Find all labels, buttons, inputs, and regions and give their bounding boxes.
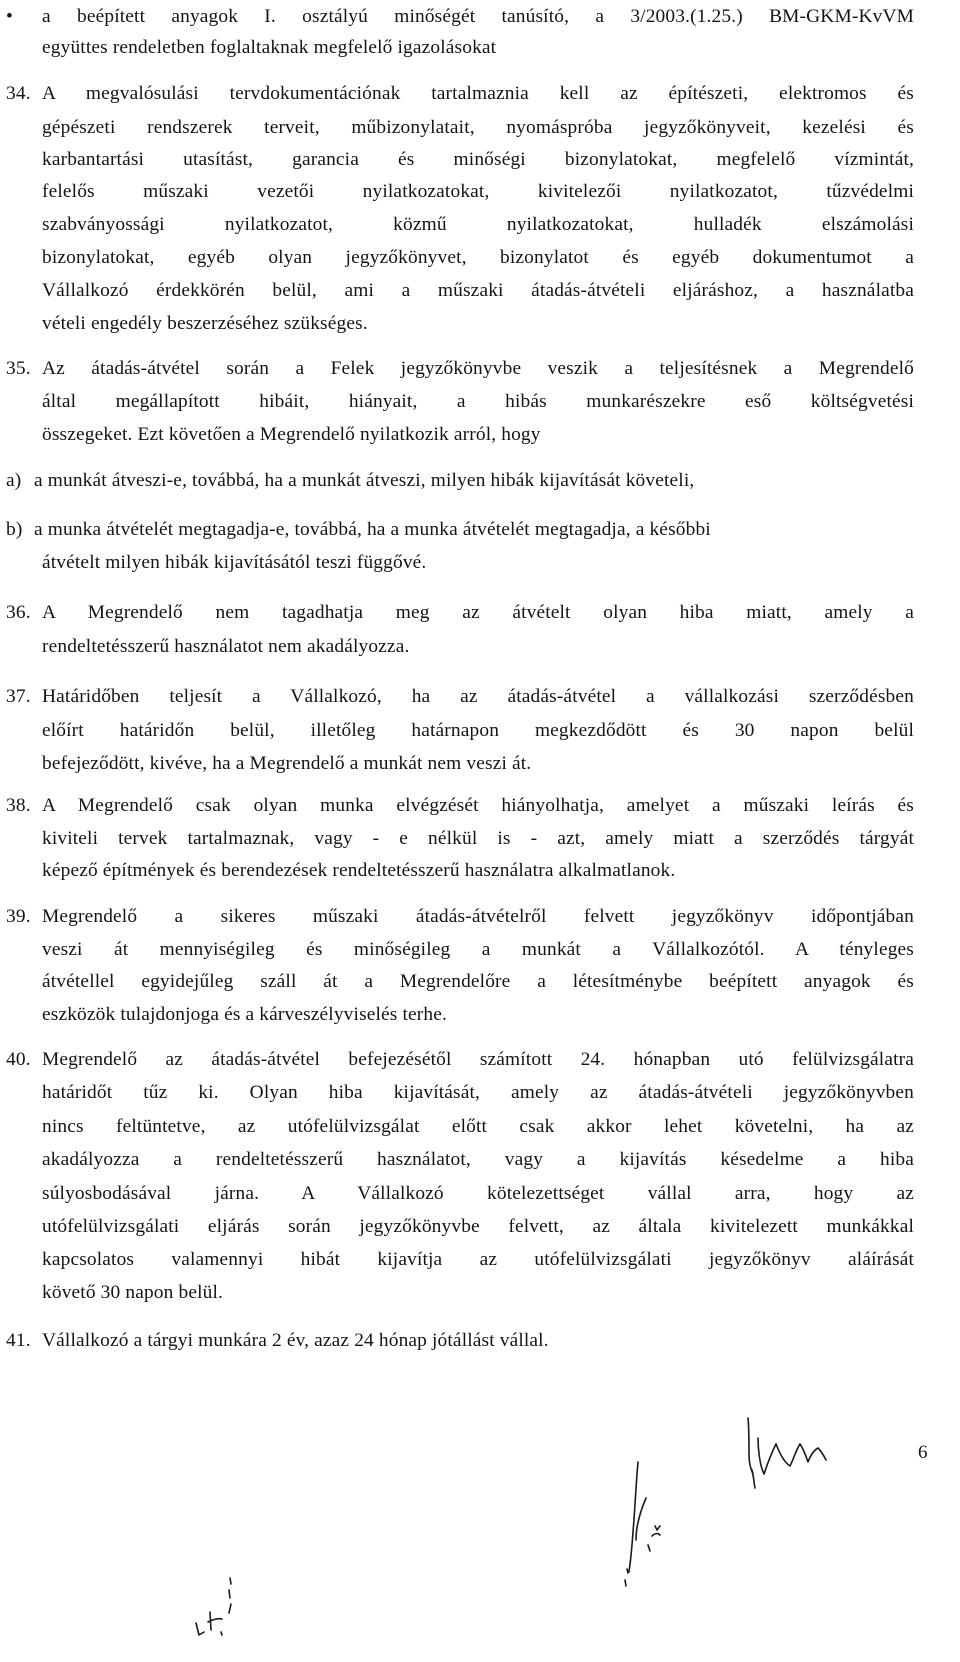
bullet-symbol: •: [6, 6, 13, 27]
text-line: a munka átvételét megtagadja-e, továbbá, ha a munka átvételét megtagadja, a későbbi: [34, 519, 711, 540]
text-line: követő 30 napon belül.: [42, 1282, 224, 1303]
text-line: gépészeti rendszerek terveit, műbizonylatait, nyomáspróba jegyzőkönyveit, kezelési és: [42, 117, 914, 138]
item-number: 41.: [6, 1330, 31, 1351]
text-line: kapcsolatos valamennyi hibát kijavítja az utófelülvizsgálati jegyzőkönyv aláírását: [42, 1249, 914, 1270]
text-line: átvétellel egyidejűleg száll át a Megrendelőre a létesítménybe beépített anyagok és: [42, 971, 914, 992]
text-line: utófelülvizsgálati eljárás során jegyzőkönyvbe felvett, az általa kivitelezett munkákkal: [42, 1216, 914, 1237]
text-line: A Megrendelő csak olyan munka elvégzését hiányolhatja, amelyet a műszaki leírás és: [42, 795, 914, 816]
item-number: 35.: [6, 358, 31, 379]
text-line: A megvalósulási tervdokumentációnak tartalmaznia kell az építészeti, elektromos és: [42, 83, 914, 104]
text-line: a munkát átveszi-e, továbbá, ha a munkát átveszi, milyen hibák kijavítását követeli,: [34, 470, 695, 491]
text-line: Vállalkozó a tárgyi munkára 2 év, azaz 24 hónap jótállást vállal.: [42, 1330, 549, 1351]
item-number: 40.: [6, 1049, 31, 1070]
text-line: nincs feltüntetve, az utófelülvizsgálat előtt csak akkor lehet követelni, ha az: [42, 1116, 914, 1137]
text-line: felelős műszaki vezetői nyilatkozatokat, kivitelezői nyilatkozatot, tűzvédelmi: [42, 181, 914, 202]
item-number: 36.: [6, 602, 31, 623]
item-letter: b): [6, 519, 23, 540]
text-line: Megrendelő az átadás-átvétel befejezésétől számított 24. hónapban utó felülvizsgálatra: [42, 1049, 914, 1070]
text-line: vételi engedély beszerzéséhez szükséges.: [42, 313, 368, 334]
text-line: akadályozza a rendeltetésszerű használatot, vagy a kijavítás késedelme a hiba: [42, 1149, 914, 1170]
text-line: által megállapított hibáit, hiányait, a hibás munkarészekre eső költségvetési: [42, 391, 914, 412]
text-line: átvételt milyen hibák kijavításától teszi függővé.: [42, 552, 427, 573]
text-line: Megrendelő a sikeres műszaki átadás-átvételről felvett jegyzőkönyv időpontjában: [42, 906, 914, 927]
text-line: veszi át mennyiségileg és minőségileg a munkát a Vállalkozótól. A tényleges: [42, 939, 914, 960]
item-number: 37.: [6, 686, 31, 707]
text-line: szabványossági nyilatkozatot, közmű nyilatkozatokat, hulladék elszámolási: [42, 214, 914, 235]
text-line: eszközök tulajdonjoga és a kárveszélyviselés terhe.: [42, 1004, 448, 1025]
text-line: A Megrendelő nem tagadhatja meg az átvételt olyan hiba miatt, amely a: [42, 602, 914, 623]
item-letter: a): [6, 470, 22, 491]
signature-middle: [625, 1462, 660, 1586]
text-line: határidőt tűz ki. Olyan hiba kijavítását, amely az átadás-átvételi jegyzőkönyvben: [42, 1082, 914, 1103]
item-number: 38.: [6, 795, 31, 816]
page-number: 6: [918, 1442, 928, 1463]
text-line: összegeket. Ezt követően a Megrendelő nyilatkozik arról, hogy: [42, 424, 541, 445]
text-line: befejeződött, kivéve, ha a Megrendelő a munkát nem veszi át.: [42, 753, 532, 774]
text-line: Vállalkozó érdekkörén belül, ami a műszaki átadás-átvételi eljáráshoz, a használatba: [42, 280, 914, 301]
signature-right: [748, 1418, 826, 1488]
text-line: a beépített anyagok I. osztályú minőségét tanúsító, a 3/2003.(1.25.) BM-GKM-KvVM: [42, 6, 914, 27]
text-line: előírt határidőn belül, illetőleg határnapon megkezdődött és 30 napon belül: [42, 720, 914, 741]
text-line: Határidőben teljesít a Vállalkozó, ha az átadás-átvétel a vállalkozási szerződésben: [42, 686, 914, 707]
text-line: bizonylatokat, egyéb olyan jegyzőkönyvet, bizonylatot és egyéb dokumentumot a: [42, 247, 914, 268]
item-number: 34.: [6, 83, 31, 104]
initials-mark-left: [196, 1578, 231, 1635]
text-line: együttes rendeletben foglaltaknak megfelelő igazolásokat: [42, 37, 497, 58]
item-number: 39.: [6, 906, 31, 927]
text-line: Az átadás-átvétel során a Felek jegyzőkönyvbe veszik a teljesítésnek a Megrendelő: [42, 358, 914, 379]
text-line: képező építmények és berendezések rendeltetésszerű használatra alkalmatlanok.: [42, 860, 676, 881]
text-line: rendeltetésszerű használatot nem akadályozza.: [42, 636, 410, 657]
text-line: súlyosbodásával járna. A Vállalkozó kötelezettséget vállal arra, hogy az: [42, 1183, 914, 1204]
text-line: kiviteli tervek tartalmaznak, vagy - e nélkül is - azt, amely miatt a szerződés tárgyát: [42, 828, 914, 849]
text-line: karbantartási utasítást, garancia és minőségi bizonylatokat, megfelelő vízmintát,: [42, 149, 914, 170]
